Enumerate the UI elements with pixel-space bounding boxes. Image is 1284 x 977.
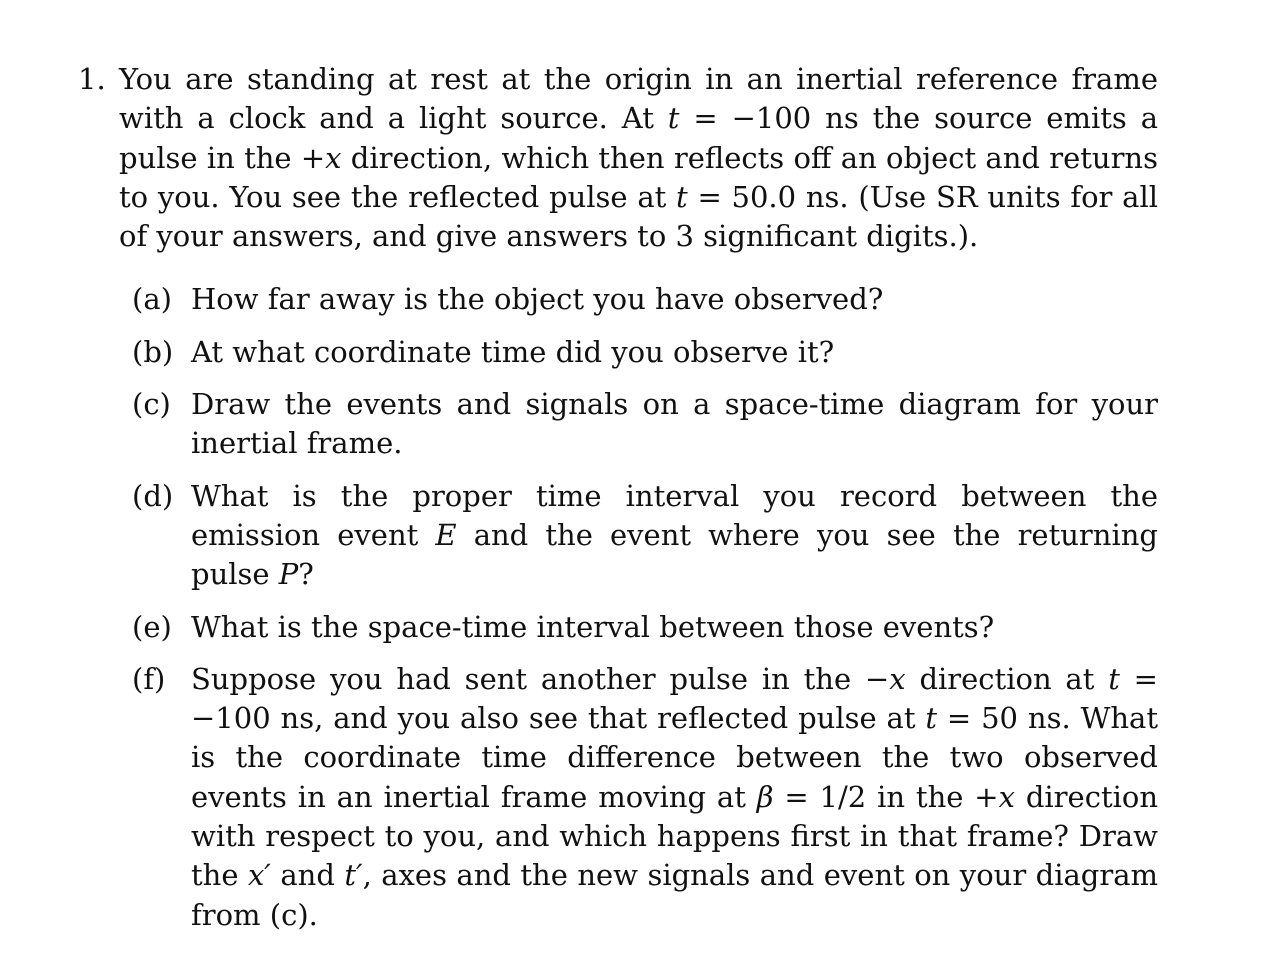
part-text: , axes and the new signals and event on your diagram from (c). <box>191 858 1158 932</box>
part-text: What is the space-time interval between those events? <box>191 609 995 644</box>
part-f <box>132 660 1158 935</box>
problem-number: 1. <box>78 62 106 96</box>
math-t: t <box>925 701 938 736</box>
math-plus: + <box>300 140 326 175</box>
math-equals: = −100 <box>191 661 1158 736</box>
math-x: x <box>325 140 342 175</box>
part-label: (f) <box>132 661 166 696</box>
math-beta: β <box>756 779 774 814</box>
part-label: (c) <box>132 387 171 422</box>
math-plus: + <box>974 779 999 814</box>
part-text: ns, and you also see that reflected pulse at <box>270 701 926 736</box>
part-label: (e) <box>132 609 172 644</box>
part-c <box>132 385 1158 464</box>
math-t: t <box>667 101 680 136</box>
part-text: ? <box>298 557 314 592</box>
math-t: t <box>1108 661 1120 696</box>
part-d <box>132 477 1158 595</box>
part-label: (d) <box>132 478 174 513</box>
math-x-prime: x′ <box>247 858 271 893</box>
part-label: (a) <box>132 282 172 317</box>
part-text: ns. What is the coordinate time difference between the two observed events in an inertial frame moving at <box>191 701 1158 814</box>
part-text: Suppose you had sent another pulse in the <box>191 661 865 696</box>
math-x: x <box>889 661 906 696</box>
math-event-e: E <box>435 517 457 552</box>
part-b <box>132 333 1158 372</box>
part-text: Draw the events and signals on a space-time diagram for your inertial frame. <box>191 387 1158 461</box>
problem-1 <box>78 60 1158 948</box>
math-event-p: P <box>278 557 299 592</box>
sub-questions <box>78 280 1158 934</box>
part-text: At what coordinate time did you observe it? <box>191 334 835 369</box>
part-a <box>132 280 1158 319</box>
math-equals: = 50.0 <box>687 179 797 214</box>
part-text: direction with respect to you, and which happens first in that frame? Draw the <box>191 779 1159 893</box>
part-text: and <box>270 858 345 893</box>
part-text: in the <box>866 779 975 814</box>
problem-statement <box>78 60 1158 256</box>
part-text: and the event where you see the returning pulse <box>191 517 1158 592</box>
part-text: What is the proper time interval you record between the emission event <box>191 478 1158 552</box>
math-equals: = 50 <box>937 701 1019 736</box>
part-e <box>132 608 1158 647</box>
statement-text: direction, which then reflects off an object and returns to you. You see the reflected pulse at <box>119 140 1158 214</box>
statement-text: ns. (Use SR units for all of your answers, and give answers to 3 significant digits.). <box>119 179 1158 254</box>
math-equals: = −100 <box>679 101 812 136</box>
statement-text: You are standing at rest at the origin in an inertial reference frame with a clock and a light source. At <box>119 62 1158 136</box>
math-equals: = 1/2 <box>773 779 867 814</box>
math-x: x <box>998 779 1015 814</box>
math-t: t <box>676 179 688 214</box>
statement-text: ns the source emits a pulse in the <box>119 101 1158 175</box>
math-t-prime: t′ <box>344 858 363 893</box>
part-label: (b) <box>132 334 174 369</box>
part-text: How far away is the object you have observed? <box>191 282 884 317</box>
part-text: direction at <box>905 661 1109 696</box>
math-minus: − <box>864 661 890 696</box>
